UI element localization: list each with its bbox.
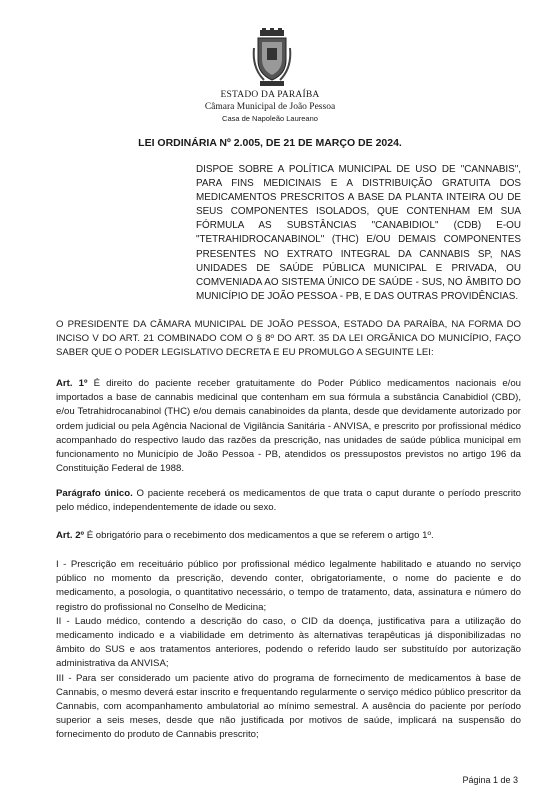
coat-of-arms-icon xyxy=(252,28,292,88)
law-title: LEI ORDINÁRIA Nº 2.005, DE 21 DE MARÇO DE 2024. xyxy=(138,137,402,149)
inciso-ii: II - Laudo médico, contendo a descrição do caso, o CID da doença, justificativa para a utilização do medicamento indicado e a viabilidade em detrimento às alternativas terapêuticas já disponibilizadas no âmbito do SUS e aos tratamentos anteriores, podendo o referido laudo ser substituído por autorização administrativa da ANVISA; xyxy=(56,615,521,670)
sole-paragraph xyxy=(56,487,521,515)
law-ementa: DISPOE SOBRE A POLÍTICA MUNICIPAL DE USO DE "CANNABIS", PARA FINS MEDICINAIS E A DISTRIBUIÇÃO GRATUITA DOS MEDICAMENTOS PRESCRITOS A BASE DA PLANTA INTEIRA OU DE SEUS COMPONENTES ISOLADOS, QUE CONTENHAM EM SUA FÓRMULA AS SUBSTÂNCIAS "CANABIDIOL" (CDB) E-OU "TETRAHIDROCANABINOL" (THC) E/OU DEMAIS COMPONENTES PRESENTES NO EXTRATO INTEGRAL DA CANNABIS SP, NAS UNIDADES DE SAÚDE PÚBLICA MUNICIPAL E PRIVADA, OU COMVENIADA AO SISTEMA ÚNICO DE SAÚDE - SUS, NO ÂMBITO DO MUNICÍPIO DE JOÃO PESSOA - PB, E DAS OUTRAS PROVIDÊNCIAS. xyxy=(196,164,521,302)
article-1 xyxy=(56,377,521,476)
state-name: ESTADO DA PARAÍBA xyxy=(220,90,320,100)
sole-paragraph-text: O paciente receberá os medicamentos de que trata o caput durante o período prescrito pelo médico, independentemente de idade ou sexo. xyxy=(56,488,521,514)
sole-paragraph-label: Parágrafo único. xyxy=(56,488,133,499)
article-2-text: É obrigatório para o recebimento dos medicamentos a que se referem o artigo 1º. xyxy=(86,530,434,541)
page-number: Página 1 de 3 xyxy=(462,775,518,785)
article-2 xyxy=(56,529,521,543)
inciso-iii: III - Para ser considerado um paciente ativo do programa de fornecimento de medicamentos à base de Cannabis, o mesmo deverá estar inscrito e frequentando regularmente o serviço médico público prescritor da Cannabis, com acompanhamento ambulatorial ao mínimo semestral. A ausência do paciente por período superior a seis meses, desde que não justificada por motivos de saúde, implicará na suspensão do fornecimento do produto de Cannabis prescrito; xyxy=(56,672,521,741)
building-name: Casa de Napoleão Laureano xyxy=(222,114,318,123)
incisos-list xyxy=(56,558,521,743)
article-1-text: É direito do paciente receber gratuitamente do Poder Público medicamentos nacionais e/ou importados a base de cannabis medicinal que contenham em sua fórmula a substância Canabidiol (CBD), e/ou Tetrahidrocanabinol (THC) e/ou demais canabinoides da planta, desde que devidamente autorizado por ordem judicial ou pela Agência Nacional de Vigilância Sanitária - ANVISA, e prescrito por profissional médico acompanhado do respectivo laudo das razões da prescrição, nas unidades de saúde pública municipal em funcionamento no Município de João Pessoa - PB, atendidos os pressupostos previstos no artigo 196 da Constituição Federal de 1988. xyxy=(56,378,521,475)
chamber-name: Câmara Municipal de João Pessoa xyxy=(204,102,336,112)
article-2-label: Art. 2º xyxy=(56,530,85,541)
preamble: O PRESIDENTE DA CÂMARA MUNICIPAL DE JOÃO PESSOA, ESTADO DA PARAÍBA, NA FORMA DO INCISO V DO ART. 21 COMBINADO COM O § 8º DO ART. 35 DA LEI ORGÂNICA DO MUNICÍPIO, FAÇO SABER QUE O PODER LEGISLATIVO DECRETA E EU PROMULGO A SEGUINTE LEI: xyxy=(56,319,521,359)
inciso-i: I - Prescrição em receituário público por profissional médico legalmente habilitado e atuando no serviço público no momento da prescrição, devendo conter, obrigatoriamente, o nome do paciente e do medicamento, a posologia, o quantitativo necessário, o tempo de tratamento, data, assinatura e número do registro do profissional no Conselho de Medicina; xyxy=(56,559,521,613)
article-1-label: Art. 1º xyxy=(56,378,88,389)
